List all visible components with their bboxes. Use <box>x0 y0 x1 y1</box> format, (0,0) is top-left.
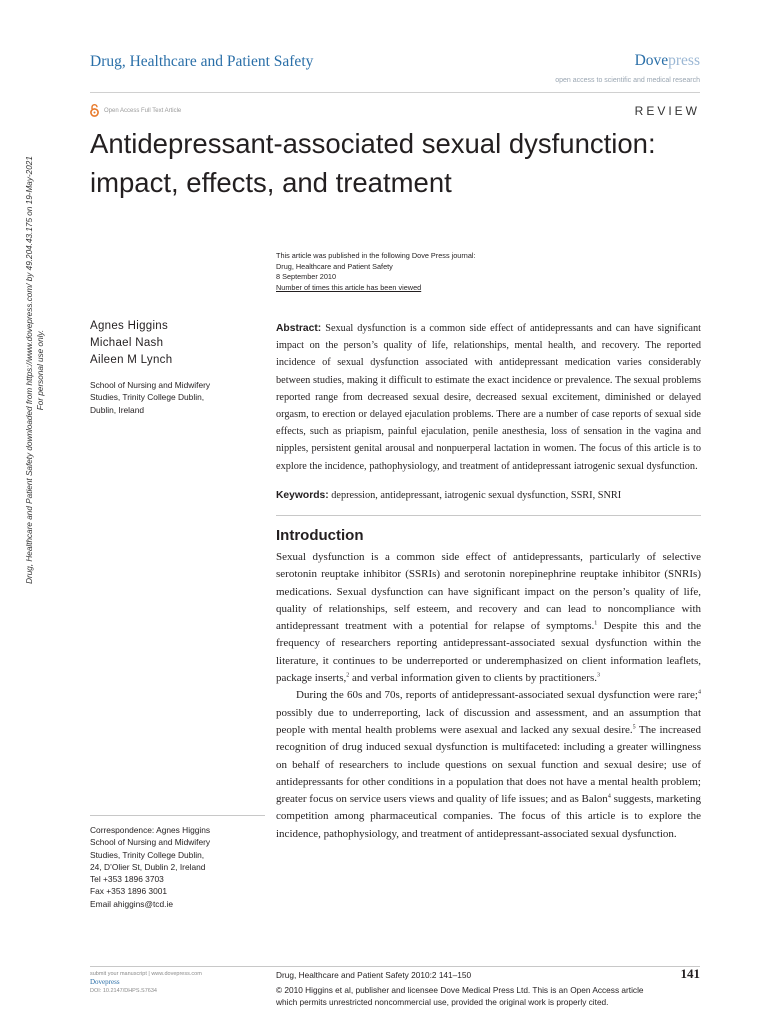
author-name: Agnes Higgins <box>90 320 169 332</box>
side-note-line-2: For personal use only. <box>36 329 45 411</box>
text-run: During the 60s and 70s, reports of antidepressant-associated sexual dysfunction were rare; <box>296 689 698 702</box>
correspondence-line: Studies, Trinity College Dublin, <box>90 849 205 860</box>
introduction-body <box>276 549 701 843</box>
logo-press: press <box>668 52 700 69</box>
license-line: which permits unrestricted noncommercial use, provided the original work is properly cited. <box>276 997 609 1007</box>
affiliation-line: Dublin, Ireland <box>90 404 145 415</box>
title-line-1: Antidepressant-associated sexual dysfunction: <box>90 128 656 159</box>
open-access-label: Open Access Full Text Article <box>104 107 182 114</box>
abstract-text: Sexual dysfunction is a common side effect of antidepressants and can have significant impact on the person’s quality of life, relationships, mental health, and recovery. The reported incidence of sexual dysfunction associated with antidepressant medication varies considerably between studies, making it difficult to estimate the exact incidence or prevalence. The sexual problems reported range from decreased sexual desire, decreased sexual excitement, diminished or delayed orgasm, to erection or delayed ejaculation problems. There are a number of case reports of sexual side effects, such as priapism, painful ejaculation, penile anesthesia, loss of sensation in the vagina and nipples, persistent genital arousal and nonpuerperal lactation in women. The focus of this article is to explore the incidence, pathophysiology, and treatment of antidepressant iatrogenic sexual dysfunction. <box>276 323 701 472</box>
citation-ref[interactable]: 1 <box>594 620 598 627</box>
pub-info-journal: Drug, Healthcare and Patient Safety <box>276 261 393 271</box>
page-number: 141 <box>680 966 700 981</box>
journal-title: Drug, Healthcare and Patient Safety <box>90 53 314 70</box>
citation-ref[interactable]: 3 <box>597 672 600 679</box>
side-note-line-1: Drug, Healthcare and Patient Safety downloaded from https://www.dovepress.com/ by 49.204.43.175 on 19-May-2021 <box>25 156 34 584</box>
footer-citation: Drug, Healthcare and Patient Safety 2010:2 141–150 <box>276 970 472 980</box>
author-list <box>90 318 172 369</box>
download-side-note <box>24 100 46 640</box>
correspondence-divider <box>90 815 265 816</box>
author-affiliation <box>90 379 265 416</box>
license-line: © 2010 Higgins et al, publisher and licensee Dove Medical Press Ltd. This is an Open Access article <box>276 985 644 995</box>
correspondence-block <box>90 824 270 910</box>
text-run: and verbal information given to clients by practitioners. <box>349 672 597 685</box>
license-text <box>276 984 706 1008</box>
title-line-2: impact, effects, and treatment <box>90 167 452 198</box>
logo-dove: Dove <box>634 52 669 69</box>
dovepress-logo <box>635 52 700 70</box>
section-heading: Introduction <box>276 527 364 544</box>
keywords-text: depression, antidepressant, iatrogenic sexual dysfunction, SSRI, SNRI <box>331 490 622 501</box>
footer-divider <box>90 966 700 967</box>
paragraph <box>276 687 701 843</box>
text-run: The increased recognition of drug induced sexual dysfunction is multifaceted: including a greater willingness on behalf of researchers to include questions on sexual function and sexual desire; use of antidepressants for other conditions in a population that does not have a mental health problem; greater focus on service users views and quality of life issues; and as Balon <box>276 723 701 806</box>
logo-tagline: open access to scientific and medical research <box>555 77 700 84</box>
open-access-lock-icon <box>89 104 100 117</box>
abstract-label: Abstract: <box>276 323 322 334</box>
open-access-badge <box>89 104 181 117</box>
correspondence-line: 24, D’Olier St, Dublin 2, Ireland <box>90 861 206 872</box>
affiliation-line: Studies, Trinity College Dublin, <box>90 392 205 403</box>
affiliation-line: School of Nursing and Midwifery <box>90 380 211 390</box>
pub-info-line-1: This article was published in the following Dove Press journal: <box>276 251 476 260</box>
article-title <box>90 124 700 202</box>
submit-manuscript-link[interactable]: submit your manuscript | www.dovepress.com <box>90 971 202 977</box>
correspondence-line: Correspondence: Agnes Higgins <box>90 825 211 835</box>
correspondence-line: Fax +353 1896 3001 <box>90 886 168 897</box>
citation-ref[interactable]: 5 <box>632 724 636 731</box>
doi[interactable]: DOI: 10.2147/DHPS.S7634 <box>90 987 157 994</box>
text-run: possibly due to underreporting, lack of discussion and assessment, and an assumption that people with mental health problems were asexual and lacked any sexual desire. <box>276 706 701 736</box>
publication-info <box>276 251 476 293</box>
correspondence-email[interactable]: Email ahiggins@tcd.ie <box>90 898 173 909</box>
author-name: Aileen M Lynch <box>90 354 173 366</box>
citation-ref[interactable]: 2 <box>346 672 350 679</box>
abstract <box>276 320 701 475</box>
text-run: suggests, marketing competition among pharmaceutical companies. The focus of this article is to explore the incidence, pathophysiology, and treatment of antidepressant-associated sexual dysfunction. <box>276 793 701 840</box>
footer-publisher <box>90 970 202 995</box>
paragraph <box>276 549 701 687</box>
pub-info-date: 8 September 2010 <box>276 272 337 282</box>
text-run: Despite this and the frequency of researchers reporting antidepressant-associated sexual dysfunction within the literature, it continues to be underreported or underemphasized on client information leaflets, package inserts, <box>276 620 701 685</box>
correspondence-line: Tel +353 1896 3703 <box>90 874 164 885</box>
keywords <box>276 488 701 503</box>
keywords-label: Keywords: <box>276 490 329 501</box>
section-divider <box>276 515 701 516</box>
citation-ref[interactable]: 4 <box>607 793 611 800</box>
author-name: Michael Nash <box>90 337 164 349</box>
view-count-link[interactable]: Number of times this article has been viewed <box>276 282 422 292</box>
citation-ref[interactable]: 4 <box>698 689 701 696</box>
footer-dovepress-logo: Dovepress <box>90 978 120 987</box>
text-run: Sexual dysfunction is a common side effect of antidepressants, particularly of selective serotonin reuptake inhibitor (SSRIs) and serotonin norepinephrine reuptake inhibitor (SNRIs) medications. Sexual dysfunction can have significant impact on the person’s quality of life, quality of relationships, self esteem, and recovery and can lead to noncompliance with antidepressant treatment with a potential for relapse of symptoms. <box>276 551 701 633</box>
correspondence-line: School of Nursing and Midwifery <box>90 837 211 848</box>
header-divider <box>90 92 700 93</box>
article-type: REVIEW <box>634 104 700 118</box>
